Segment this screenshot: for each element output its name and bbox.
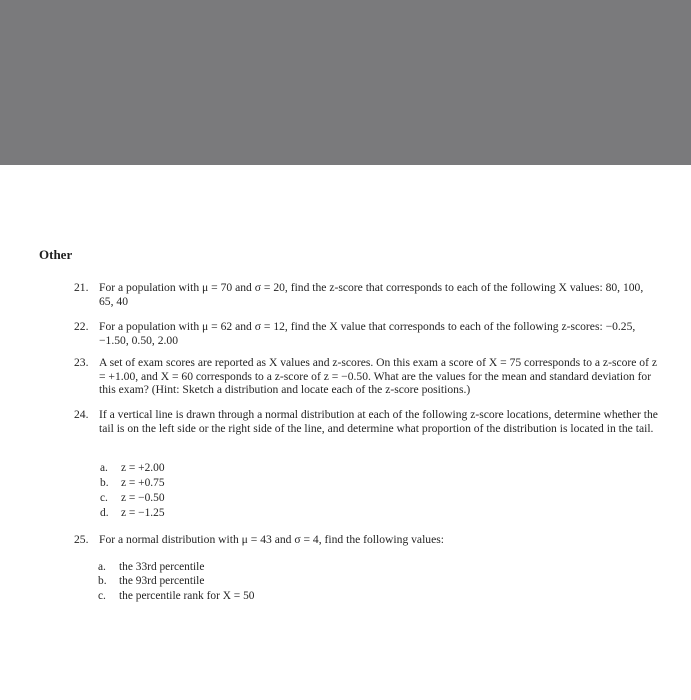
problem-number: 21. [74, 281, 89, 294]
subitem-value: the 93rd percentile [119, 575, 205, 587]
problem-text: For a population with μ = 62 and σ = 12, find the X value that corresponds to each of the following z-scores: −0.25, −1.50, 0.50, 2.00 [99, 320, 636, 347]
problem-text: A set of exam scores are reported as X values and z-scores. On this exam a score of X = 75 corresponds to a z-score of z = +1.00, and X = 60 corresponds to a z-score of z = −0.50. What are the values for the mean and standard deviation for this exam? (Hint: Sketch a distribution and locate each of the z-score positions.) [99, 356, 658, 396]
problem-text: If a vertical line is drawn through a normal distribution at each of the following z-score locations, determine whether the tail is on the left side or the right side of the line, and determine what proportion of the distribution is located in the tail. [99, 408, 658, 435]
subitem-value: z = +0.75 [121, 477, 165, 489]
subitem-letter: b. [100, 477, 109, 489]
subitem-letter: a. [98, 561, 106, 573]
subitem-letter: a. [100, 462, 108, 474]
subitem-letter: d. [100, 507, 109, 519]
subitem-letter: b. [98, 575, 107, 587]
subitem-value: z = −1.25 [121, 507, 165, 519]
subitem-value: the percentile rank for X = 50 [119, 590, 255, 602]
problem-number: 24. [74, 408, 89, 421]
problem-text: For a population with μ = 70 and σ = 20, find the z-score that corresponds to each of the following X values: 80, 100, 65, 40 [99, 281, 644, 308]
problem-number: 22. [74, 320, 89, 333]
section-title: Other [39, 247, 73, 262]
gray-header-bar [0, 0, 691, 165]
subitem-value: the 33rd percentile [119, 561, 205, 573]
subitem-letter: c. [98, 590, 106, 602]
problem-number: 25. [74, 533, 89, 546]
subitem-value: z = −0.50 [121, 492, 165, 504]
subitem-value: z = +2.00 [121, 462, 165, 474]
problem-text: For a normal distribution with μ = 43 and σ = 4, find the following values: [99, 533, 444, 546]
problem-number: 23. [74, 356, 89, 369]
subitem-letter: c. [100, 492, 108, 504]
